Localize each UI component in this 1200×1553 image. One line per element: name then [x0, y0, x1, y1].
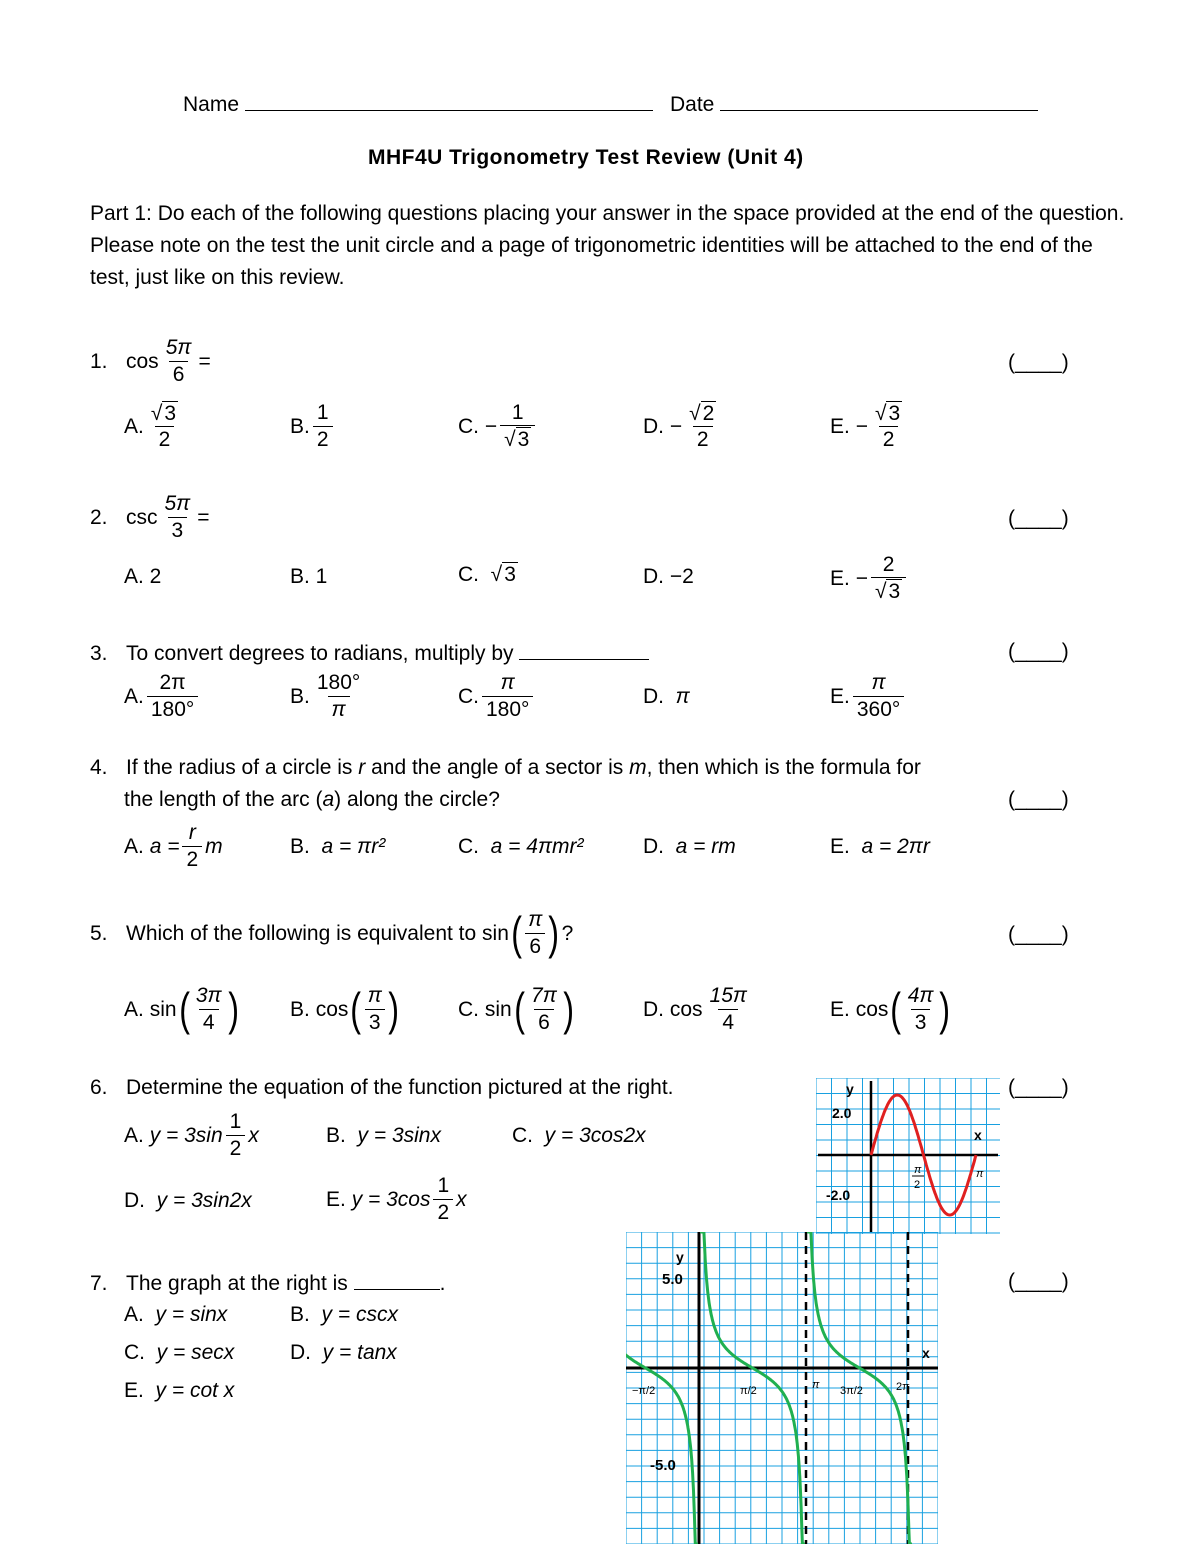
q2-option-e[interactable]: E. − $\frac{2}{√3}$ [830, 548, 909, 608]
answer-blank-3[interactable]: (____) [1008, 640, 1069, 663]
q4-option-e[interactable]: E. a = 2πr [830, 835, 930, 858]
q5-option-a[interactable]: A. sin ( $\frac{3\pi}{4}$ ) [124, 983, 239, 1035]
graph-7-tick-pi: π [812, 1379, 820, 1391]
graph-6-y-label: y [846, 1081, 854, 1097]
q1-option-b[interactable]: B. $\frac{1}{2}$ [290, 396, 336, 456]
q2-option-d[interactable]: D. −2 [643, 565, 694, 588]
cot-branch-0 [626, 1354, 698, 1544]
q7-option-a[interactable]: A. y = sinx [124, 1303, 228, 1326]
intro-paragraph: Part 1: Do each of the following questions placing your answer in the space provided at the end of the question. Please note on the test the unit circle and a page of trigonometric identities will be attached to the end of the test, just like on this review. [90, 202, 1125, 289]
answer-blank-6[interactable]: (____) [1008, 1076, 1069, 1099]
graph-7-y-bottom: -5.0 [650, 1457, 676, 1474]
q1-option-d[interactable]: D. − $\frac{√2}{2}$ [643, 401, 715, 451]
question-2: 2. csc $\frac{5\pi}{3}$ = [90, 492, 210, 542]
q1-option-a[interactable]: A. $\frac{√3}{2}$ [124, 401, 177, 451]
question-6: 6. Determine the equation of the function pictured at the right. [90, 1076, 674, 1099]
q7-option-c[interactable]: C. y = secx [124, 1341, 235, 1364]
q6-option-e[interactable]: E. y = 3cos $\frac{1}{2}$ x [326, 1174, 467, 1224]
q5-option-b[interactable]: B. cos ( $\frac{\pi}{3}$ ) [290, 983, 399, 1035]
q7-option-d[interactable]: D. y = tanx [290, 1341, 397, 1364]
q2-option-a[interactable]: A. 2 [124, 565, 162, 588]
q1-option-e[interactable]: E. − $\frac{√3}{2}$ [830, 401, 901, 451]
graph-7-tick-two-pi: 2π [896, 1381, 910, 1393]
q2-option-c[interactable]: C. √3 [458, 563, 516, 586]
q3-option-c[interactable]: C. $\frac{\pi}{180^\circ}$ [458, 668, 536, 724]
date-label: Date [670, 92, 1038, 115]
q7-option-e[interactable]: E. y = cot x [124, 1379, 235, 1402]
graph-7-y-top: 5.0 [662, 1271, 683, 1288]
answer-blank-4[interactable]: (____) [1008, 788, 1069, 811]
date-field[interactable] [720, 92, 1038, 111]
answer-blank-7[interactable]: (____) [1008, 1270, 1069, 1293]
q5-option-c[interactable]: C. sin ( $\frac{7\pi}{6}$ ) [458, 983, 574, 1035]
question-4: 4. If the radius of a circle is r and the angle of a sector is m, then which is the formula for [90, 756, 921, 779]
graph-6-tick-half-top: π [914, 1164, 922, 1176]
q6-option-d[interactable]: D. y = 3sin2x [124, 1189, 252, 1212]
q5-option-e[interactable]: E. cos ( $\frac{4\pi}{3}$ ) [830, 983, 951, 1035]
q4-option-a[interactable]: A. a = $\frac{r}{2}$ m [124, 821, 223, 871]
q4-option-b[interactable]: B. a = πr² [290, 835, 386, 858]
sine-graph [816, 1078, 1000, 1234]
graph-6-y-bottom: -2.0 [826, 1187, 851, 1203]
question-4-line-2: the length of the arc (a) along the circle? [124, 788, 500, 811]
question-7: 7. The graph at the right is . [90, 1272, 446, 1295]
graph-6-y-top: 2.0 [832, 1105, 852, 1121]
name-label: Name [183, 92, 653, 115]
question-5: 5. Which of the following is equivalent to sin ( $\frac{\pi}{6}$ ) ? [90, 907, 574, 959]
graph-6-tick-half-bottom: 2 [914, 1179, 921, 1191]
q6-option-a[interactable]: A. y = 3sin $\frac{1}{2}$ x [124, 1110, 259, 1160]
page-title: MHF4U Trigonometry Test Review (Unit 4) [368, 146, 804, 169]
answer-blank-5[interactable]: (____) [1008, 923, 1069, 946]
q6-option-b[interactable]: B. y = 3sinx [326, 1124, 441, 1147]
graph-7-tick-neg-half: −π/2 [632, 1385, 656, 1397]
q5-option-d[interactable]: D. cos $\frac{15\pi}{4}$ [643, 984, 747, 1034]
q6-option-c[interactable]: C. y = 3cos2x [512, 1124, 646, 1147]
graph-6-tick-pi: π [976, 1168, 984, 1180]
question-3: 3. To convert degrees to radians, multiply by [90, 641, 649, 664]
graph-7-y-label: y [676, 1249, 684, 1265]
graph-7-x-label: x [922, 1345, 930, 1361]
q3-option-b[interactable]: B. $\frac{180^\circ}{\pi}$ [290, 671, 361, 721]
q1-option-c[interactable]: C. − $\frac{1}{√3}$ [458, 396, 538, 456]
graph-7-tick-three-half: 3π/2 [840, 1385, 863, 1397]
answer-blank-2[interactable]: (____) [1008, 507, 1069, 530]
q4-option-c[interactable]: C. a = 4πmr² [458, 835, 584, 858]
q2-option-b[interactable]: B. 1 [290, 565, 328, 588]
q3-option-e[interactable]: E. $\frac{\pi}{360^\circ}$ [830, 668, 907, 724]
q3-option-d[interactable]: D. π [643, 685, 690, 708]
q4-option-d[interactable]: D. a = rm [643, 835, 736, 858]
graph-7-tick-half: π/2 [740, 1385, 757, 1397]
q7-option-b[interactable]: B. y = cscx [290, 1303, 398, 1326]
question-1: 1. cos $\frac{5\pi}{6}$ = [90, 336, 211, 386]
answer-blank-1[interactable]: (____) [1008, 351, 1069, 374]
cotangent-graph [626, 1232, 938, 1544]
q3-option-a[interactable]: A. $\frac{2\pi}{180^\circ}$ [124, 668, 201, 724]
name-field[interactable] [245, 92, 653, 111]
graph-6-x-label: x [974, 1127, 982, 1143]
